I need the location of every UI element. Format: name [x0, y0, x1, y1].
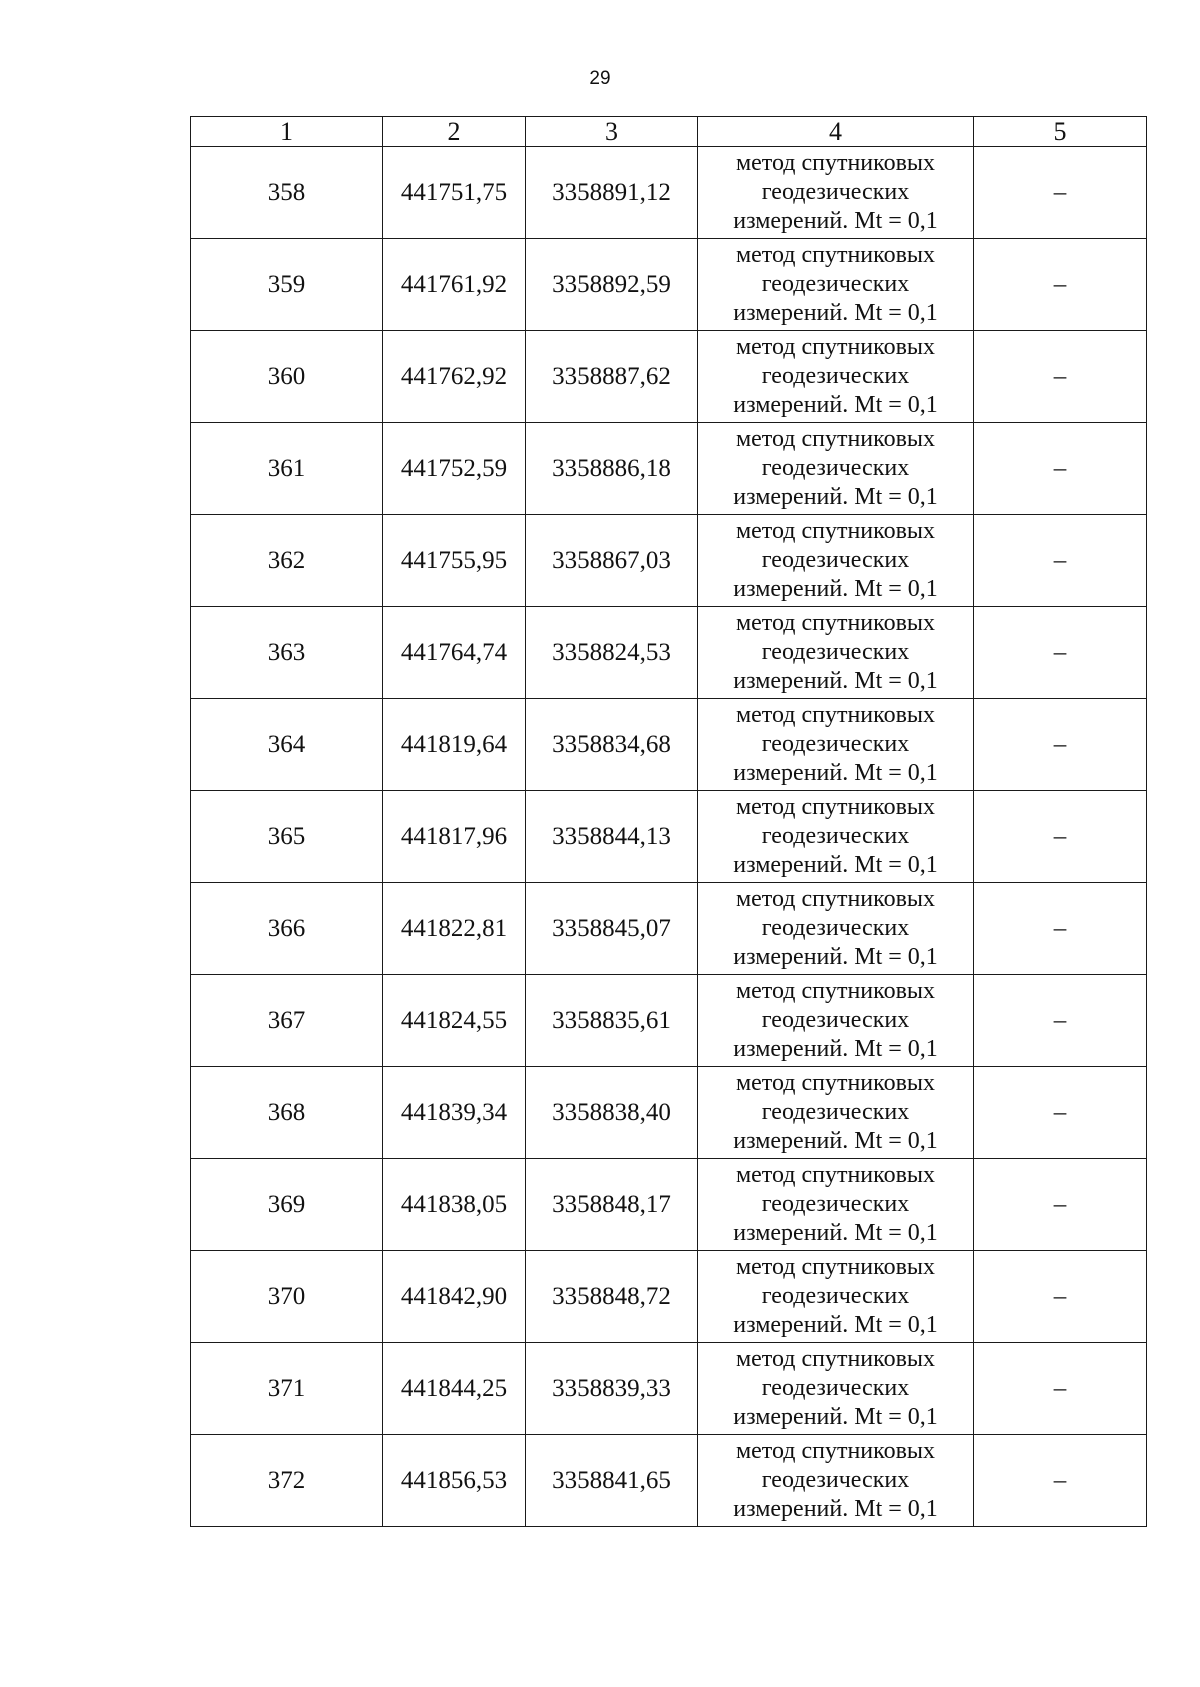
method-line: измерений. Mt = 0,1 [733, 1312, 938, 1338]
method-line: метод спутниковых [735, 242, 936, 268]
coordinate-y-cell: 3358834,68 [526, 699, 698, 791]
method-cell [698, 791, 974, 883]
header-row [191, 117, 1147, 147]
column-header-5: 5 [974, 117, 1147, 147]
note-cell: – [974, 515, 1147, 607]
method-line: метод спутниковых [735, 426, 936, 452]
method-line: геодезических [761, 363, 910, 389]
method-line: геодезических [761, 547, 910, 573]
method-line: измерений. Mt = 0,1 [733, 300, 938, 326]
method-line: измерений. Mt = 0,1 [733, 852, 938, 878]
note-cell: – [974, 1067, 1147, 1159]
coordinate-x-cell: 441752,59 [383, 423, 526, 515]
coordinate-x-cell: 441822,81 [383, 883, 526, 975]
note-cell: – [974, 423, 1147, 515]
point-number-cell: 367 [191, 975, 383, 1067]
table-row [191, 423, 1147, 515]
method-line: геодезических [761, 1191, 910, 1217]
method-cell [698, 975, 974, 1067]
method-cell [698, 515, 974, 607]
coordinate-y-cell: 3358848,72 [526, 1251, 698, 1343]
coordinate-x-cell: 441764,74 [383, 607, 526, 699]
method-line: измерений. Mt = 0,1 [733, 1128, 938, 1154]
method-cell [698, 423, 974, 515]
method-line: геодезических [761, 1099, 910, 1125]
coordinate-y-cell: 3358835,61 [526, 975, 698, 1067]
point-number-cell: 359 [191, 239, 383, 331]
method-cell [698, 883, 974, 975]
method-line: измерений. Mt = 0,1 [733, 944, 938, 970]
method-line: метод спутниковых [735, 978, 936, 1004]
method-cell [698, 1435, 974, 1527]
method-line: геодезических [761, 1007, 910, 1033]
method-cell [698, 1067, 974, 1159]
method-line: геодезических [761, 1467, 910, 1493]
table-row [191, 699, 1147, 791]
point-number-cell: 362 [191, 515, 383, 607]
method-line: геодезических [761, 731, 910, 757]
point-number-cell: 364 [191, 699, 383, 791]
table-row [191, 1159, 1147, 1251]
coordinate-x-cell: 441824,55 [383, 975, 526, 1067]
method-cell [698, 239, 974, 331]
coordinate-y-cell: 3358891,12 [526, 147, 698, 239]
table-row [191, 239, 1147, 331]
column-header-2: 2 [383, 117, 526, 147]
method-line: измерений. Mt = 0,1 [733, 1404, 938, 1430]
coordinates-table [190, 116, 1147, 1527]
table-row [191, 883, 1147, 975]
coordinate-y-cell: 3358841,65 [526, 1435, 698, 1527]
note-cell: – [974, 791, 1147, 883]
table-row [191, 975, 1147, 1067]
method-line: геодезических [761, 915, 910, 941]
table-body [191, 147, 1147, 1527]
note-cell: – [974, 1251, 1147, 1343]
coordinate-y-cell: 3358838,40 [526, 1067, 698, 1159]
method-line: метод спутниковых [735, 334, 936, 360]
method-line: геодезических [761, 1375, 910, 1401]
method-line: метод спутниковых [735, 150, 936, 176]
column-header-4: 4 [698, 117, 974, 147]
point-number-cell: 371 [191, 1343, 383, 1435]
method-line: геодезических [761, 639, 910, 665]
column-header-1: 1 [191, 117, 383, 147]
method-line: геодезических [761, 823, 910, 849]
method-line: метод спутниковых [735, 794, 936, 820]
point-number-cell: 361 [191, 423, 383, 515]
method-line: метод спутниковых [735, 1162, 936, 1188]
method-line: геодезических [761, 179, 910, 205]
note-cell: – [974, 1159, 1147, 1251]
method-line: измерений. Mt = 0,1 [733, 1220, 938, 1246]
point-number-cell: 366 [191, 883, 383, 975]
note-cell: – [974, 883, 1147, 975]
coordinate-x-cell: 441856,53 [383, 1435, 526, 1527]
method-line: метод спутниковых [735, 886, 936, 912]
method-line: метод спутниковых [735, 1438, 936, 1464]
method-cell [698, 607, 974, 699]
method-line: геодезических [761, 455, 910, 481]
point-number-cell: 363 [191, 607, 383, 699]
note-cell: – [974, 699, 1147, 791]
method-line: измерений. Mt = 0,1 [733, 1036, 938, 1062]
method-line: измерений. Mt = 0,1 [733, 1496, 938, 1522]
coordinate-x-cell: 441838,05 [383, 1159, 526, 1251]
note-cell: – [974, 975, 1147, 1067]
table-row [191, 1343, 1147, 1435]
note-cell: – [974, 239, 1147, 331]
point-number-cell: 358 [191, 147, 383, 239]
coordinate-y-cell: 3358844,13 [526, 791, 698, 883]
coordinate-x-cell: 441762,92 [383, 331, 526, 423]
point-number-cell: 370 [191, 1251, 383, 1343]
coordinate-x-cell: 441844,25 [383, 1343, 526, 1435]
coordinate-y-cell: 3358824,53 [526, 607, 698, 699]
table-row [191, 515, 1147, 607]
method-cell [698, 1159, 974, 1251]
note-cell: – [974, 147, 1147, 239]
method-cell [698, 147, 974, 239]
note-cell: – [974, 331, 1147, 423]
note-cell: – [974, 607, 1147, 699]
table-row [191, 147, 1147, 239]
method-line: метод спутниковых [735, 1346, 936, 1372]
method-line: геодезических [761, 1283, 910, 1309]
coordinate-x-cell: 441761,92 [383, 239, 526, 331]
table-row [191, 607, 1147, 699]
page-number: 29 [589, 68, 611, 89]
method-line: метод спутниковых [735, 702, 936, 728]
coordinate-y-cell: 3358848,17 [526, 1159, 698, 1251]
table-row [191, 331, 1147, 423]
method-line: измерений. Mt = 0,1 [733, 392, 938, 418]
note-cell: – [974, 1343, 1147, 1435]
coordinate-x-cell: 441751,75 [383, 147, 526, 239]
method-line: геодезических [761, 271, 910, 297]
coordinate-x-cell: 441839,34 [383, 1067, 526, 1159]
table-row [191, 1251, 1147, 1343]
method-line: метод спутниковых [735, 610, 936, 636]
point-number-cell: 368 [191, 1067, 383, 1159]
coordinate-y-cell: 3358867,03 [526, 515, 698, 607]
method-line: измерений. Mt = 0,1 [733, 208, 938, 234]
method-line: метод спутниковых [735, 1070, 936, 1096]
table-row [191, 1067, 1147, 1159]
method-cell [698, 1343, 974, 1435]
coordinate-y-cell: 3358839,33 [526, 1343, 698, 1435]
coordinate-y-cell: 3358845,07 [526, 883, 698, 975]
method-cell [698, 699, 974, 791]
table-row [191, 1435, 1147, 1527]
point-number-cell: 372 [191, 1435, 383, 1527]
method-cell [698, 1251, 974, 1343]
point-number-cell: 369 [191, 1159, 383, 1251]
method-line: метод спутниковых [735, 518, 936, 544]
table-row [191, 791, 1147, 883]
method-line: измерений. Mt = 0,1 [733, 484, 938, 510]
coordinate-x-cell: 441817,96 [383, 791, 526, 883]
coordinate-y-cell: 3358892,59 [526, 239, 698, 331]
method-line: метод спутниковых [735, 1254, 936, 1280]
note-cell: – [974, 1435, 1147, 1527]
point-number-cell: 365 [191, 791, 383, 883]
coordinate-x-cell: 441842,90 [383, 1251, 526, 1343]
column-header-3: 3 [526, 117, 698, 147]
coordinate-x-cell: 441819,64 [383, 699, 526, 791]
method-line: измерений. Mt = 0,1 [733, 760, 938, 786]
method-cell [698, 331, 974, 423]
coordinate-y-cell: 3358887,62 [526, 331, 698, 423]
method-line: измерений. Mt = 0,1 [733, 668, 938, 694]
method-line: измерений. Mt = 0,1 [733, 576, 938, 602]
point-number-cell: 360 [191, 331, 383, 423]
coordinate-y-cell: 3358886,18 [526, 423, 698, 515]
coordinate-x-cell: 441755,95 [383, 515, 526, 607]
